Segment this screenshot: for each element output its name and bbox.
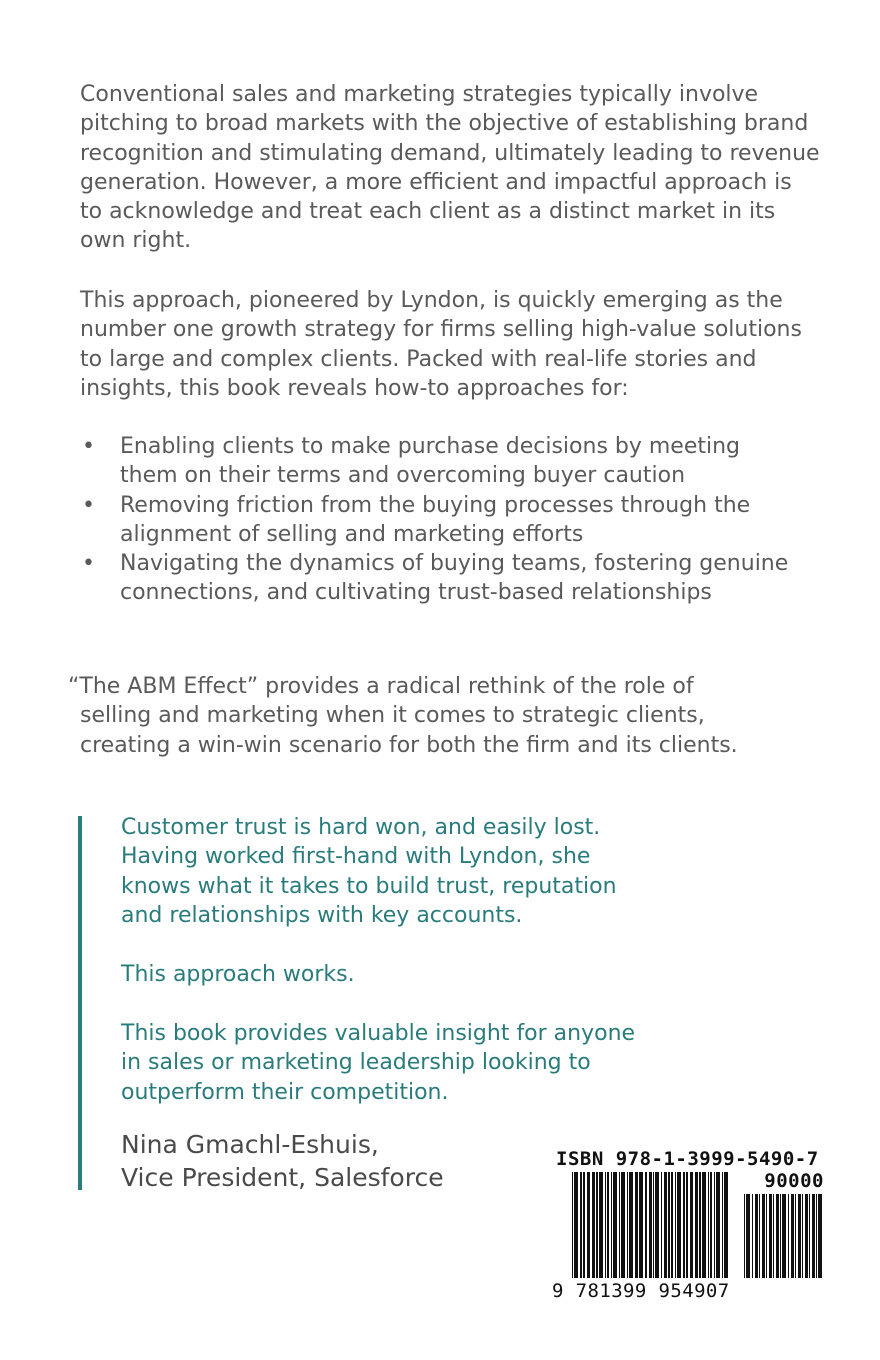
barcode-bar [639, 1172, 643, 1278]
barcode-bar [596, 1172, 598, 1278]
barcode-bar [773, 1194, 774, 1278]
barcode-bar [755, 1194, 758, 1278]
barcode-bar [769, 1194, 772, 1278]
barcode-bar [671, 1172, 673, 1278]
barcode-bar [587, 1172, 590, 1278]
barcode-bar [677, 1172, 681, 1278]
barcode-bar [780, 1194, 781, 1278]
barcode-bar [627, 1172, 628, 1278]
barcode-bar [805, 1194, 808, 1278]
barcode-bar [655, 1172, 659, 1278]
list-item [80, 491, 800, 550]
barcode-bar [611, 1172, 612, 1278]
barcode-bar [686, 1172, 688, 1278]
isbn-label: ISBN 978-1-3999-5490-7 [556, 1148, 819, 1170]
barcode-bar [699, 1172, 701, 1278]
barcode-bar [605, 1172, 606, 1278]
barcode-bar [675, 1172, 676, 1278]
barcode-bar [653, 1172, 654, 1278]
barcode-bar [583, 1172, 585, 1278]
bullet-text: Removing friction from the buying processes through the alignment of selling and marketing efforts [120, 492, 751, 547]
price-code: 90000 [764, 1170, 824, 1192]
bullet-icon: • [82, 434, 95, 459]
barcode-bar [798, 1194, 801, 1278]
barcode-bar [613, 1172, 617, 1278]
barcode-bar [766, 1194, 767, 1278]
barcode-bar [690, 1172, 693, 1278]
barcode-bar [695, 1172, 698, 1278]
testimonial-author [121, 1128, 541, 1194]
barcode-bar [649, 1172, 652, 1278]
barcode-bar [716, 1172, 720, 1278]
barcode-bar [635, 1172, 638, 1278]
barcode-bar [574, 1172, 578, 1278]
intro-paragraph-1: Conventional sales and marketing strategies typically involve pitching to broad markets with the objective of establishing brand recognition and stimulating demand, ultimately leading to revenue generation. However, a more efficient and impactful approach is to acknowledge and treat each client as a distinct market in its own right. [80, 82, 820, 254]
barcode-bar [762, 1194, 765, 1278]
barcode-bar [809, 1194, 810, 1278]
bullet-text: Navigating the dynamics of buying teams, fostering genuine connections, and cultivating trust-based relationships [120, 551, 789, 606]
author-title: Vice President, Salesforce [121, 1163, 444, 1192]
list-item [80, 432, 800, 491]
barcode-bar [702, 1172, 706, 1278]
quote-accent-bar [78, 816, 82, 1190]
barcode-bar [621, 1172, 625, 1278]
barcode-bar [802, 1194, 803, 1278]
barcode-bar [607, 1172, 609, 1278]
barcode-bar [744, 1194, 745, 1278]
barcode-bar [645, 1172, 647, 1278]
isbn-barcode [552, 1148, 828, 1308]
barcode-bar [724, 1172, 728, 1278]
barcode-bar [818, 1194, 822, 1278]
bullet-icon: • [82, 551, 95, 577]
barcode-bar [752, 1194, 753, 1278]
author-name: Nina Gmachl-Eshuis, [121, 1130, 379, 1159]
barcode-bar [599, 1172, 603, 1278]
barcode-bar [788, 1194, 789, 1278]
barcode-bar [572, 1172, 573, 1278]
barcode-bar [629, 1172, 633, 1278]
barcode-bar [795, 1194, 796, 1278]
barcode-bar [664, 1172, 667, 1278]
barcode-bar [710, 1172, 712, 1278]
summary-line: “The ABM Effect” provides a radical rethink of the role of [68, 674, 694, 699]
barcode-bar [714, 1172, 715, 1278]
barcode-bar [816, 1194, 817, 1278]
barcode-bar [661, 1172, 662, 1278]
barcode-bar [592, 1172, 595, 1278]
bullet-text: Enabling clients to make purchase decisions by meeting them on their terms and overcoming buyer caution [120, 434, 741, 489]
barcode-bar [668, 1172, 670, 1278]
bullet-icon: • [82, 492, 95, 518]
barcode-bar [746, 1194, 750, 1278]
summary-line: selling and marketing when it comes to strategic clients, [80, 703, 705, 729]
quote-paragraph-1: Customer trust is hard won, and easily lost. Having worked first-hand with Lyndon, she knows what it takes to build trust, reputation and relationships with key accounts. [121, 815, 617, 928]
quote-paragraph-3: This book provides valuable insight for anyone in sales or marketing leadership looking to outperform their competition. [121, 1021, 636, 1105]
intro-paragraph-2: This approach, pioneered by Lyndon, is quickly emerging as the number one growth strategy for firms selling high-value solutions to large and complex clients. Packed with real-life stories and insights, this book reveals how-to approaches for: [80, 288, 802, 401]
barcode-bar [619, 1172, 620, 1278]
list-item [80, 549, 800, 608]
bullet-list [80, 432, 800, 608]
quote-paragraph-2: This approach works. [121, 962, 355, 987]
barcode-bar [722, 1172, 723, 1278]
barcode-bar [759, 1194, 760, 1278]
barcode-bar [782, 1194, 786, 1278]
barcode-bar [708, 1172, 709, 1278]
summary-paragraph [68, 672, 808, 760]
barcode-bar [812, 1194, 815, 1278]
summary-line: creating a win-win scenario for both the firm and its clients. [80, 732, 738, 758]
barcode-bar [683, 1172, 685, 1278]
barcode-bar [776, 1194, 779, 1278]
ean-digits: 9 781399 954907 [552, 1280, 730, 1302]
barcode-bar [791, 1194, 794, 1278]
barcode-bar [580, 1172, 582, 1278]
